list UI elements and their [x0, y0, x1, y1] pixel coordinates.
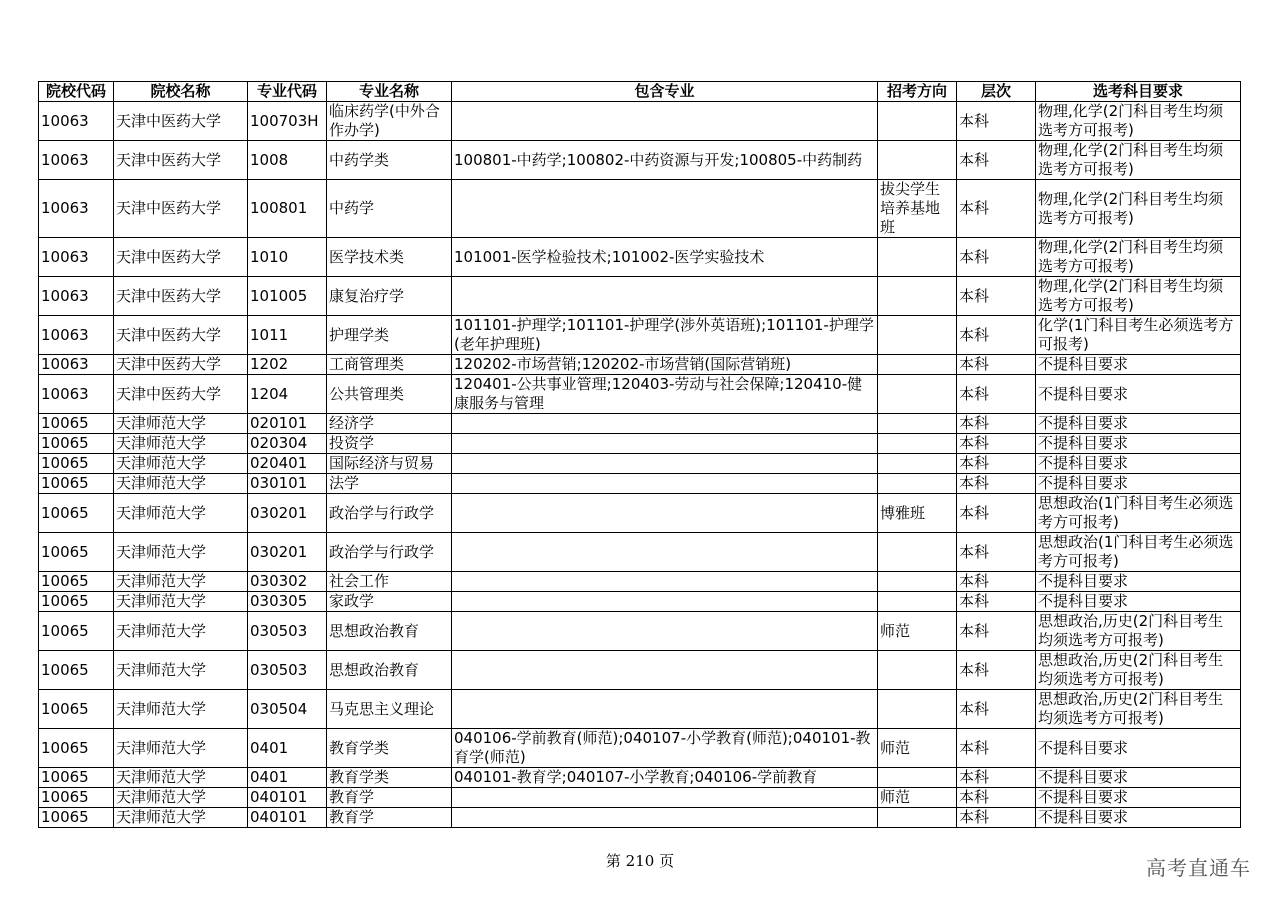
cell-major-code: 030302: [248, 572, 327, 592]
cell-major-name: 法学: [327, 474, 452, 494]
cell-included-majors: [452, 454, 878, 474]
cell-school-name: 天津师范大学: [114, 651, 248, 690]
cell-major-name: 经济学: [327, 414, 452, 434]
cell-major-name: 投资学: [327, 434, 452, 454]
cell-level: 本科: [957, 474, 1036, 494]
cell-included-majors: [452, 414, 878, 434]
cell-major-name: 教育学: [327, 808, 452, 828]
cell-school-name: 天津师范大学: [114, 788, 248, 808]
cell-level: 本科: [957, 768, 1036, 788]
cell-subject-requirement: 不提科目要求: [1036, 454, 1241, 474]
cell-major-name: 思想政治教育: [327, 612, 452, 651]
cell-school-name: 天津中医药大学: [114, 102, 248, 141]
cell-major-name: 临床药学(中外合作办学): [327, 102, 452, 141]
cell-major-name: 护理学类: [327, 316, 452, 355]
cell-subject-requirement: 不提科目要求: [1036, 768, 1241, 788]
cell-school-name: 天津中医药大学: [114, 316, 248, 355]
cell-level: 本科: [957, 277, 1036, 316]
cell-included-majors: [452, 651, 878, 690]
cell-school-name: 天津师范大学: [114, 729, 248, 768]
cell-subject-requirement: 不提科目要求: [1036, 414, 1241, 434]
cell-subject-requirement: 不提科目要求: [1036, 572, 1241, 592]
cell-school-name: 天津师范大学: [114, 454, 248, 474]
cell-subject-requirement: 思想政治,历史(2门科目考生均须选考方可报考): [1036, 690, 1241, 729]
cell-subject-requirement: 物理,化学(2门科目考生均须选考方可报考): [1036, 180, 1241, 238]
cell-major-name: 马克思主义理论: [327, 690, 452, 729]
cell-direction: [878, 316, 957, 355]
cell-included-majors: [452, 788, 878, 808]
cell-level: 本科: [957, 788, 1036, 808]
cell-subject-requirement: 不提科目要求: [1036, 808, 1241, 828]
cell-included-majors: [452, 434, 878, 454]
cell-school-code: 10063: [39, 141, 114, 180]
cell-level: 本科: [957, 454, 1036, 474]
cell-school-code: 10065: [39, 768, 114, 788]
cell-direction: [878, 533, 957, 572]
cell-school-code: 10063: [39, 180, 114, 238]
cell-included-majors: [452, 572, 878, 592]
table-row: [39, 612, 1241, 651]
cell-major-name: 政治学与行政学: [327, 533, 452, 572]
cell-major-code: 1010: [248, 238, 327, 277]
cell-included-majors: 040106-学前教育(师范);040107-小学教育(师范);040101-教育学(师范): [452, 729, 878, 768]
cell-included-majors: [452, 474, 878, 494]
cell-included-majors: 100801-中药学;100802-中药资源与开发;100805-中药制药: [452, 141, 878, 180]
cell-major-code: 030201: [248, 494, 327, 533]
cell-level: 本科: [957, 729, 1036, 768]
cell-direction: [878, 238, 957, 277]
cell-school-name: 天津中医药大学: [114, 355, 248, 375]
cell-subject-requirement: 不提科目要求: [1036, 729, 1241, 768]
cell-school-code: 10063: [39, 102, 114, 141]
watermark: 高考直通车: [1146, 856, 1251, 880]
cell-direction: [878, 141, 957, 180]
table-row: [39, 102, 1241, 141]
admissions-table: [38, 81, 1241, 828]
table-row: [39, 375, 1241, 414]
cell-school-name: 天津师范大学: [114, 572, 248, 592]
cell-subject-requirement: 物理,化学(2门科目考生均须选考方可报考): [1036, 277, 1241, 316]
cell-school-code: 10063: [39, 316, 114, 355]
header-major-name: 专业名称: [327, 82, 452, 102]
cell-school-code: 10065: [39, 474, 114, 494]
cell-subject-requirement: 物理,化学(2门科目考生均须选考方可报考): [1036, 102, 1241, 141]
cell-direction: 师范: [878, 729, 957, 768]
cell-major-code: 020401: [248, 454, 327, 474]
cell-school-name: 天津师范大学: [114, 434, 248, 454]
cell-school-code: 10063: [39, 238, 114, 277]
cell-direction: [878, 375, 957, 414]
cell-school-name: 天津师范大学: [114, 494, 248, 533]
cell-direction: [878, 808, 957, 828]
table-row: [39, 316, 1241, 355]
cell-level: 本科: [957, 316, 1036, 355]
cell-school-name: 天津师范大学: [114, 414, 248, 434]
cell-included-majors: [452, 612, 878, 651]
cell-school-name: 天津师范大学: [114, 768, 248, 788]
cell-subject-requirement: 思想政治(1门科目考生必须选考方可报考): [1036, 494, 1241, 533]
cell-major-code: 030305: [248, 592, 327, 612]
cell-school-code: 10065: [39, 808, 114, 828]
cell-major-name: 工商管理类: [327, 355, 452, 375]
header-subject-requirement: 选考科目要求: [1036, 82, 1241, 102]
cell-included-majors: [452, 494, 878, 533]
cell-school-code: 10065: [39, 533, 114, 572]
table-header-row: [39, 82, 1241, 102]
cell-school-code: 10065: [39, 612, 114, 651]
cell-major-code: 030101: [248, 474, 327, 494]
cell-level: 本科: [957, 414, 1036, 434]
cell-school-name: 天津中医药大学: [114, 141, 248, 180]
cell-included-majors: 101001-医学检验技术;101002-医学实验技术: [452, 238, 878, 277]
cell-subject-requirement: 物理,化学(2门科目考生均须选考方可报考): [1036, 141, 1241, 180]
cell-direction: 拔尖学生培养基地班: [878, 180, 957, 238]
cell-direction: [878, 414, 957, 434]
cell-major-name: 中药学类: [327, 141, 452, 180]
cell-direction: [878, 474, 957, 494]
cell-included-majors: 120401-公共事业管理;120403-劳动与社会保障;120410-健康服务与管理: [452, 375, 878, 414]
cell-major-code: 1011: [248, 316, 327, 355]
cell-school-code: 10065: [39, 592, 114, 612]
cell-subject-requirement: 不提科目要求: [1036, 355, 1241, 375]
cell-school-name: 天津师范大学: [114, 612, 248, 651]
cell-subject-requirement: 不提科目要求: [1036, 788, 1241, 808]
cell-direction: [878, 102, 957, 141]
header-direction: 招考方向: [878, 82, 957, 102]
cell-direction: [878, 434, 957, 454]
cell-direction: 师范: [878, 788, 957, 808]
cell-school-name: 天津中医药大学: [114, 238, 248, 277]
cell-subject-requirement: 不提科目要求: [1036, 434, 1241, 454]
cell-direction: [878, 768, 957, 788]
table-row: [39, 768, 1241, 788]
cell-included-majors: [452, 533, 878, 572]
header-level: 层次: [957, 82, 1036, 102]
cell-level: 本科: [957, 533, 1036, 572]
cell-level: 本科: [957, 102, 1036, 141]
cell-major-name: 教育学: [327, 788, 452, 808]
cell-school-name: 天津师范大学: [114, 474, 248, 494]
cell-school-name: 天津中医药大学: [114, 375, 248, 414]
cell-major-code: 030504: [248, 690, 327, 729]
cell-major-code: 030201: [248, 533, 327, 572]
cell-school-code: 10065: [39, 434, 114, 454]
cell-included-majors: [452, 102, 878, 141]
cell-subject-requirement: 化学(1门科目考生必须选考方可报考): [1036, 316, 1241, 355]
table-row: [39, 651, 1241, 690]
cell-subject-requirement: 思想政治(1门科目考生必须选考方可报考): [1036, 533, 1241, 572]
cell-school-code: 10063: [39, 375, 114, 414]
cell-direction: [878, 651, 957, 690]
cell-major-code: 0401: [248, 768, 327, 788]
cell-level: 本科: [957, 592, 1036, 612]
table-row: [39, 355, 1241, 375]
cell-major-code: 0401: [248, 729, 327, 768]
table-row: [39, 690, 1241, 729]
cell-major-code: 030503: [248, 651, 327, 690]
cell-school-name: 天津师范大学: [114, 533, 248, 572]
cell-major-name: 医学技术类: [327, 238, 452, 277]
cell-major-name: 社会工作: [327, 572, 452, 592]
table-row: [39, 474, 1241, 494]
cell-school-code: 10065: [39, 572, 114, 592]
cell-level: 本科: [957, 238, 1036, 277]
cell-level: 本科: [957, 572, 1036, 592]
table-row: [39, 572, 1241, 592]
table-body: [39, 102, 1241, 828]
cell-school-code: 10063: [39, 277, 114, 316]
header-school-code: 院校代码: [39, 82, 114, 102]
cell-direction: [878, 277, 957, 316]
cell-major-code: 100703H: [248, 102, 327, 141]
cell-direction: [878, 592, 957, 612]
cell-major-name: 教育学类: [327, 729, 452, 768]
cell-major-code: 1202: [248, 355, 327, 375]
cell-major-name: 政治学与行政学: [327, 494, 452, 533]
cell-subject-requirement: 思想政治,历史(2门科目考生均须选考方可报考): [1036, 612, 1241, 651]
table-row: [39, 494, 1241, 533]
cell-direction: [878, 572, 957, 592]
cell-major-code: 1008: [248, 141, 327, 180]
cell-school-code: 10065: [39, 729, 114, 768]
cell-school-code: 10065: [39, 690, 114, 729]
cell-direction: [878, 355, 957, 375]
cell-major-name: 中药学: [327, 180, 452, 238]
cell-school-code: 10065: [39, 414, 114, 434]
cell-direction: [878, 454, 957, 474]
cell-major-name: 国际经济与贸易: [327, 454, 452, 474]
table-row: [39, 808, 1241, 828]
cell-school-code: 10065: [39, 788, 114, 808]
header-school-name: 院校名称: [114, 82, 248, 102]
cell-level: 本科: [957, 690, 1036, 729]
cell-included-majors: [452, 180, 878, 238]
cell-major-code: 020304: [248, 434, 327, 454]
table-row: [39, 414, 1241, 434]
cell-major-code: 020101: [248, 414, 327, 434]
table-row: [39, 141, 1241, 180]
table-row: [39, 180, 1241, 238]
cell-direction: [878, 690, 957, 729]
cell-major-name: 教育学类: [327, 768, 452, 788]
cell-major-code: 030503: [248, 612, 327, 651]
cell-level: 本科: [957, 494, 1036, 533]
cell-included-majors: 101101-护理学;101101-护理学(涉外英语班);101101-护理学(老年护理班): [452, 316, 878, 355]
cell-included-majors: [452, 277, 878, 316]
cell-level: 本科: [957, 355, 1036, 375]
cell-subject-requirement: 思想政治,历史(2门科目考生均须选考方可报考): [1036, 651, 1241, 690]
cell-level: 本科: [957, 180, 1036, 238]
cell-school-name: 天津师范大学: [114, 808, 248, 828]
header-included-majors: 包含专业: [452, 82, 878, 102]
cell-included-majors: 120202-市场营销;120202-市场营销(国际营销班): [452, 355, 878, 375]
table-row: [39, 238, 1241, 277]
cell-level: 本科: [957, 141, 1036, 180]
table-row: [39, 533, 1241, 572]
cell-major-name: 公共管理类: [327, 375, 452, 414]
cell-level: 本科: [957, 612, 1036, 651]
cell-school-code: 10065: [39, 454, 114, 474]
cell-level: 本科: [957, 434, 1036, 454]
table-row: [39, 454, 1241, 474]
cell-included-majors: [452, 808, 878, 828]
cell-school-name: 天津师范大学: [114, 690, 248, 729]
cell-school-name: 天津中医药大学: [114, 277, 248, 316]
cell-major-name: 家政学: [327, 592, 452, 612]
cell-level: 本科: [957, 651, 1036, 690]
cell-included-majors: 040101-教育学;040107-小学教育;040106-学前教育: [452, 768, 878, 788]
cell-subject-requirement: 不提科目要求: [1036, 592, 1241, 612]
cell-subject-requirement: 物理,化学(2门科目考生均须选考方可报考): [1036, 238, 1241, 277]
table-row: [39, 434, 1241, 454]
cell-direction: 师范: [878, 612, 957, 651]
table-row: [39, 592, 1241, 612]
table-row: [39, 729, 1241, 768]
cell-subject-requirement: 不提科目要求: [1036, 474, 1241, 494]
cell-major-code: 040101: [248, 788, 327, 808]
table-row: [39, 277, 1241, 316]
cell-school-code: 10063: [39, 355, 114, 375]
cell-subject-requirement: 不提科目要求: [1036, 375, 1241, 414]
cell-school-name: 天津中医药大学: [114, 180, 248, 238]
cell-major-code: 100801: [248, 180, 327, 238]
page-number: 第 210 页: [605, 852, 675, 870]
cell-level: 本科: [957, 375, 1036, 414]
cell-major-code: 1204: [248, 375, 327, 414]
cell-included-majors: [452, 592, 878, 612]
cell-included-majors: [452, 690, 878, 729]
cell-school-code: 10065: [39, 651, 114, 690]
cell-major-name: 康复治疗学: [327, 277, 452, 316]
cell-major-name: 思想政治教育: [327, 651, 452, 690]
cell-major-code: 040101: [248, 808, 327, 828]
table-row: [39, 788, 1241, 808]
cell-school-name: 天津师范大学: [114, 592, 248, 612]
cell-direction: 博雅班: [878, 494, 957, 533]
cell-major-code: 101005: [248, 277, 327, 316]
cell-level: 本科: [957, 808, 1036, 828]
header-major-code: 专业代码: [248, 82, 327, 102]
cell-school-code: 10065: [39, 494, 114, 533]
